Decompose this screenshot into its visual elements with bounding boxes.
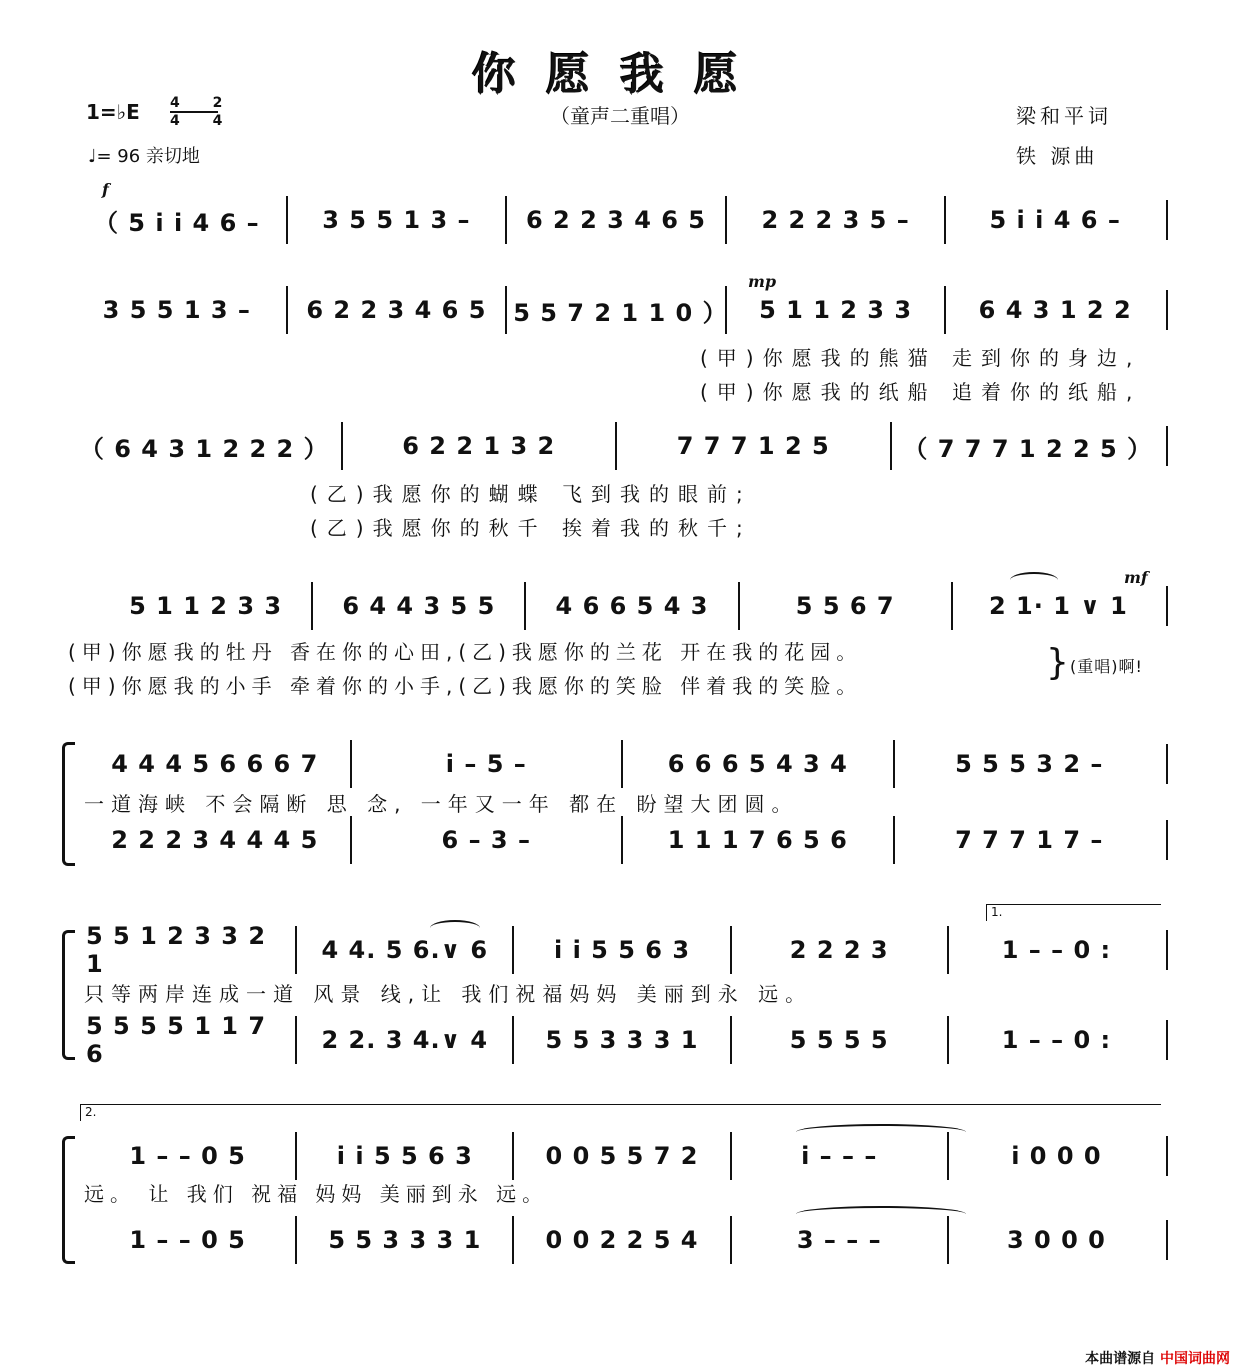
measure: 5 i i 4 6 – — [944, 196, 1164, 244]
measure: 5 5 1 2 3 3 2 1 — [86, 922, 267, 978]
measure: 5 5 7 2 1 1 0 ） — [505, 286, 725, 334]
lyric-line: (甲)你愿我的牡丹 香在你的心田,(乙)我愿你的兰花 开在我的花园。 — [68, 640, 863, 664]
measure: 2 2. 3 4.∨ 4 — [295, 1016, 512, 1064]
measure: 6 2 2 3 4 6 5 — [286, 286, 506, 334]
meter-top: 4 2 — [170, 95, 237, 111]
source-footer — [1085, 1348, 1230, 1368]
measure: 7 7 7 1 2 5 — [615, 422, 890, 470]
measure: （ 5 i i 4 6 – — [93, 208, 260, 237]
measure: i 0 0 0 — [947, 1132, 1164, 1180]
measure: 3 0 0 0 — [947, 1216, 1164, 1264]
composer-credit: 铁 源曲 — [1016, 144, 1099, 168]
measure: 5 1 1 2 3 3 — [129, 592, 283, 620]
measure: 4 6 6 5 4 3 — [524, 582, 737, 630]
brace-mark: } — [1046, 642, 1069, 683]
measure: 5 5 5 5 1 1 7 6 — [86, 1012, 267, 1068]
notation-row-5 — [80, 740, 1164, 788]
measure: 2 2 2 3 4 4 4 5 — [111, 826, 319, 854]
measure: 1 – – 0 5 — [129, 1142, 246, 1170]
measure: 6 – 3 – — [350, 816, 622, 864]
measure: 7 7 7 1 7 – — [893, 816, 1165, 864]
notation-row-3 — [68, 422, 1164, 470]
dynamic-mf: mf — [1124, 568, 1148, 587]
measure: 1 – – 0 5 — [129, 1226, 246, 1254]
measure: 4 4. 5 6.∨ 6 — [295, 926, 512, 974]
measure: 5 1 1 2 3 3 — [725, 286, 945, 334]
measure: （ 7 7 7 1 2 2 5 ） — [890, 422, 1165, 470]
measure: 5 5 5 3 2 – — [893, 740, 1165, 788]
notation-row-2 — [68, 286, 1164, 334]
measure: 2 2 2 3 5 – — [725, 196, 945, 244]
measure: 6 2 2 3 4 6 5 — [505, 196, 725, 244]
song-title: 你愿我愿 — [472, 49, 768, 100]
volta-first-ending: 1. — [986, 904, 1161, 921]
dynamic-f: f — [102, 180, 109, 199]
measure: 3 5 5 1 3 – — [286, 196, 506, 244]
measure: 2 1· 1 ∨ 1 — [951, 582, 1164, 630]
meter-bottom: 4 4 — [170, 113, 237, 129]
footer-source: 本曲谱源自 — [1085, 1351, 1156, 1367]
measure: 6 2 2 1 3 2 — [341, 422, 616, 470]
notation-row-10 — [80, 1216, 1164, 1264]
notation-row-9 — [80, 1132, 1164, 1180]
volta-second-ending: 2. — [80, 1104, 1161, 1121]
time-signature — [170, 96, 236, 128]
key-signature: 1=♭E — [86, 100, 140, 124]
measure: 4 4 4 5 6 6 6 7 — [111, 750, 319, 778]
lyric-line: (乙)我愿你的蝴蝶 飞到我的眼前; — [310, 482, 752, 506]
measure: 6 6 6 5 4 3 4 — [621, 740, 893, 788]
dynamic-mp: mp — [748, 272, 777, 291]
lyric-line: (甲)你愿我的熊猫 走到你的身边, — [700, 346, 1142, 370]
measure: 3 5 5 1 3 – — [102, 296, 251, 324]
lyric-line: 一道海峡 不会隔断 思 念, 一年又一年 都在 盼望大团圆。 — [84, 792, 799, 816]
notation-row-7 — [80, 922, 1164, 978]
measure: 1 – – 0 : — [947, 926, 1164, 974]
measure: 5 5 5 5 — [730, 1016, 947, 1064]
measure: 1 – – 0 : — [947, 1016, 1164, 1064]
notation-row-8 — [80, 1012, 1164, 1068]
system-brace — [62, 930, 75, 1060]
lyricist-credit: 梁和平词 — [1016, 104, 1112, 128]
notation-row-6 — [80, 816, 1164, 864]
measure: 5 5 6 7 — [738, 582, 951, 630]
measure: 6 4 4 3 5 5 — [311, 582, 524, 630]
measure: 1 1 1 7 6 5 6 — [621, 816, 893, 864]
notation-row-4 — [100, 582, 1164, 630]
footer-site-link[interactable]: 中国词曲网 — [1160, 1351, 1230, 1367]
lyric-line: (乙)我愿你的秋千 挨着我的秋千; — [310, 516, 752, 540]
measure: i – 5 – — [350, 740, 622, 788]
system-brace — [62, 742, 75, 866]
measure: 2 2 2 3 — [730, 926, 947, 974]
measure: i i 5 5 6 3 — [512, 926, 729, 974]
measure: （ 6 4 3 1 2 2 2 ） — [79, 434, 329, 463]
measure: i i 5 5 6 3 — [295, 1132, 512, 1180]
notation-row-1 — [68, 196, 1164, 244]
tempo-marking: ♩= 96 亲切地 — [88, 146, 200, 167]
measure: 5 5 3 3 3 1 — [295, 1216, 512, 1264]
lyric-line: (甲)你愿我的纸船 追着你的纸船, — [700, 380, 1142, 404]
measure: 3 – – – — [730, 1216, 947, 1264]
lyric-line: (甲)你愿我的小手 牵着你的小手,(乙)我愿你的笑脸 伴着我的笑脸。 — [68, 674, 863, 698]
system-brace — [62, 1136, 75, 1264]
song-subtitle: （童声二重唱） — [550, 104, 690, 128]
measure: 0 0 5 5 7 2 — [512, 1132, 729, 1180]
measure: i – – – — [730, 1132, 947, 1180]
lyric-line: 远。 让 我们 祝福 妈妈 美丽到永 远。 — [84, 1182, 549, 1206]
measure: 5 5 3 3 3 1 — [512, 1016, 729, 1064]
lyric-line: 只等两岸连成一道 风景 线,让 我们祝福妈妈 美丽到永 远。 — [84, 982, 813, 1006]
measure: 6 4 3 1 2 2 — [944, 286, 1164, 334]
measure: 0 0 2 2 5 4 — [512, 1216, 729, 1264]
lyric-line: (重唱)啊! — [1070, 657, 1143, 676]
